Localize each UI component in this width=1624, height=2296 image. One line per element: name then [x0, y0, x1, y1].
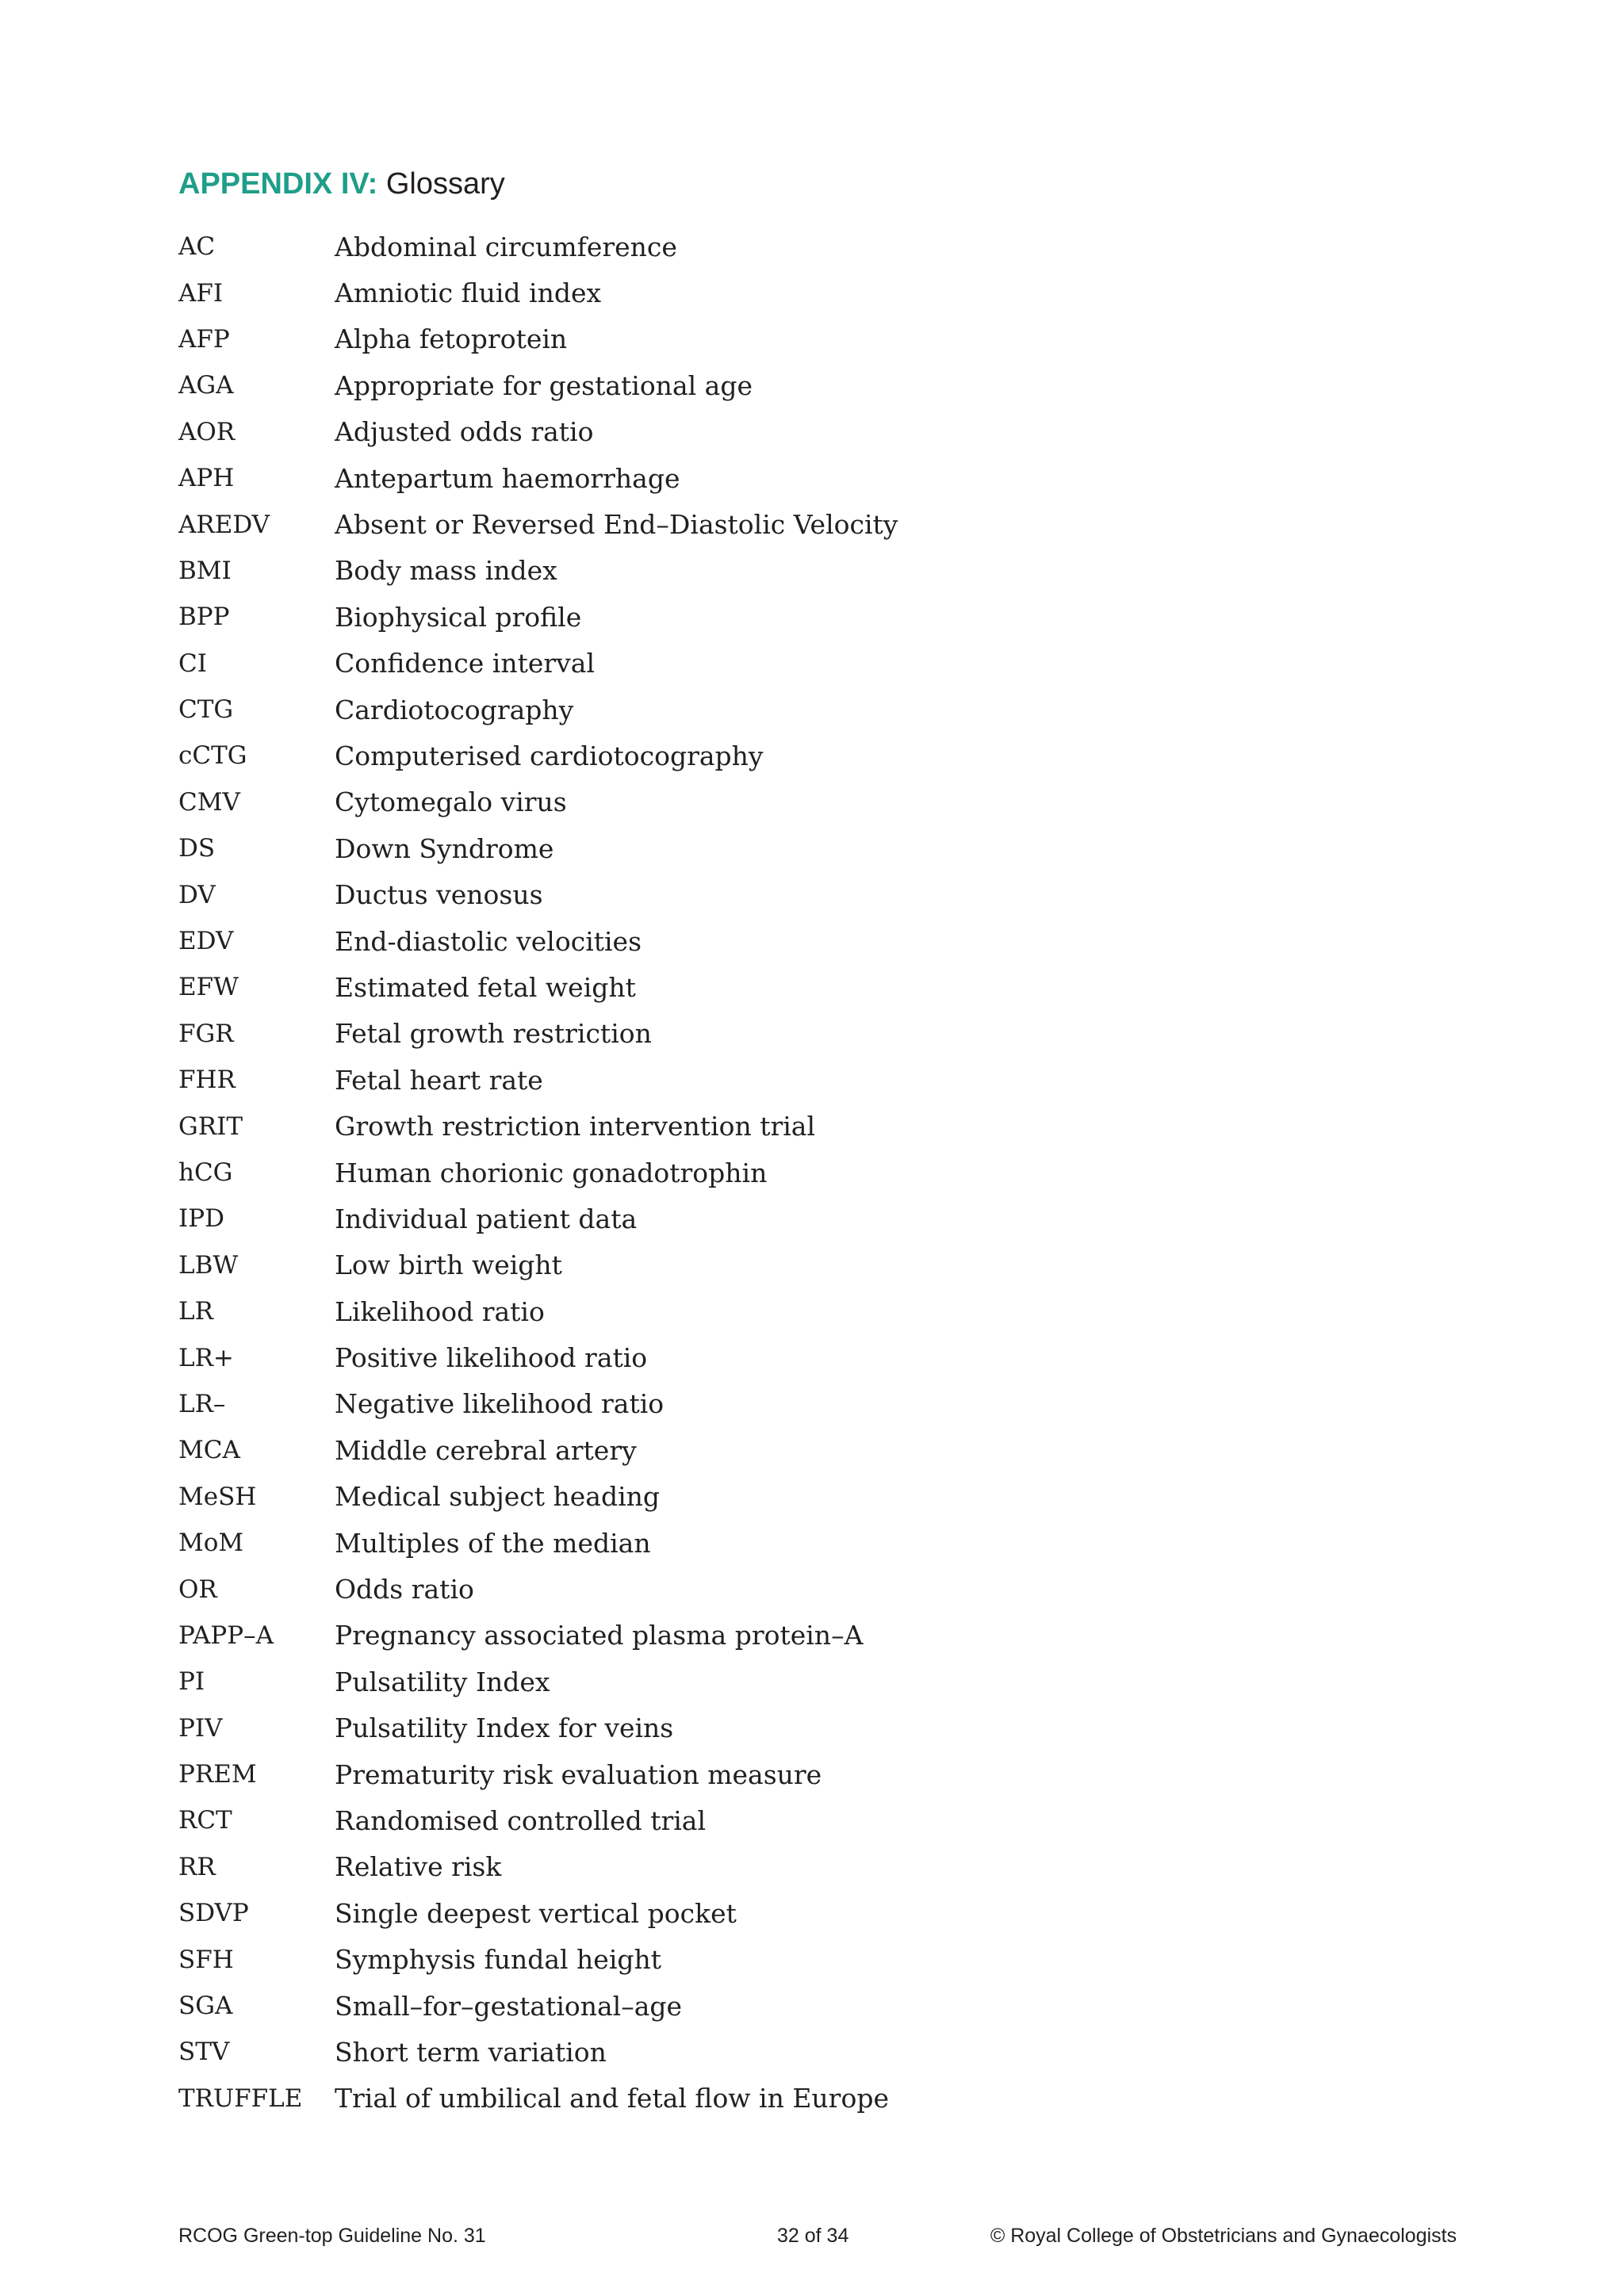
glossary-row [178, 1103, 898, 1149]
glossary-term: hCG [178, 1158, 233, 1187]
glossary-definition: Growth restriction intervention trial [335, 1111, 816, 1142]
glossary-definition: Pregnancy associated plasma protein–A [335, 1620, 864, 1651]
glossary-term: LR+ [178, 1343, 234, 1372]
glossary-definition: Small–for–gestational–age [335, 1990, 683, 2022]
glossary-row [178, 1520, 898, 1566]
glossary-term: STV [178, 2038, 230, 2067]
glossary-row [178, 1566, 898, 1612]
glossary-definition: Randomised controlled trial [335, 1804, 707, 1836]
glossary-row [178, 2029, 898, 2075]
glossary-heading: Glossary [385, 167, 505, 201]
page-title [178, 164, 505, 204]
glossary-definition: Confidence interval [335, 648, 596, 679]
glossary-row [178, 871, 898, 917]
glossary-row [178, 1242, 898, 1288]
glossary-row [178, 687, 898, 733]
copyright-notice: © Royal College of Obstetricians and Gynaecologists [990, 2225, 1457, 2247]
glossary-row [178, 409, 898, 455]
glossary-row [178, 1011, 898, 1057]
glossary-definition: Positive likelihood ratio [335, 1342, 648, 1374]
glossary-definition: Alpha fetoprotein [335, 323, 568, 355]
glossary-row [178, 1890, 898, 1936]
glossary-definition: Medical subject heading [335, 1481, 661, 1513]
glossary-definition: Relative risk [335, 1851, 502, 1883]
glossary-row [178, 2076, 898, 2122]
glossary-term: LR– [178, 1389, 226, 1418]
glossary-row [178, 1057, 898, 1103]
glossary-term: BMI [178, 556, 232, 585]
page-footer [0, 2225, 1624, 2256]
glossary-row [178, 224, 898, 270]
glossary-row [178, 501, 898, 547]
glossary-term: AC [178, 232, 216, 262]
glossary-row [178, 455, 898, 501]
glossary-definition: Human chorionic gonadotrophin [335, 1157, 768, 1188]
glossary-row [178, 1705, 898, 1751]
glossary-row [178, 964, 898, 1010]
glossary-row [178, 362, 898, 408]
glossary-term: FGR [178, 1019, 234, 1048]
glossary-term: PIV [178, 1713, 223, 1743]
glossary-row [178, 918, 898, 964]
glossary-definition: Prematurity risk evaluation measure [335, 1758, 822, 1790]
page-number: 32 of 34 [777, 2225, 849, 2247]
glossary-term: RR [178, 1852, 216, 1881]
glossary-row [178, 1381, 898, 1427]
glossary-term: IPD [178, 1204, 224, 1234]
glossary-term: PREM [178, 1760, 257, 1789]
glossary-term: TRUFFLE [178, 2084, 303, 2113]
glossary-definition: Individual patient data [335, 1203, 638, 1234]
glossary-term: CI [178, 649, 207, 678]
glossary-row [178, 733, 898, 779]
glossary-definition: Body mass index [335, 555, 557, 587]
glossary-row [178, 316, 898, 362]
glossary-definition: Down Syndrome [335, 832, 554, 864]
glossary-definition: Trial of umbilical and fetal flow in Europe [335, 2083, 889, 2114]
glossary-definition: Odds ratio [335, 1574, 474, 1605]
glossary-definition: Antepartum haemorrhage [335, 462, 680, 494]
glossary-term: GRIT [178, 1112, 243, 1141]
glossary-term: RCT [178, 1806, 232, 1835]
glossary-definition: Multiples of the median [335, 1527, 651, 1559]
glossary-term: DS [178, 834, 216, 863]
glossary-row [178, 594, 898, 640]
glossary-definition: Ductus venosus [335, 879, 543, 911]
guideline-reference: RCOG Green-top Guideline No. 31 [178, 2225, 486, 2247]
glossary-row [178, 1613, 898, 1659]
glossary-term: AREDV [178, 510, 270, 539]
glossary-term: PAPP–A [178, 1621, 274, 1650]
glossary-list [178, 224, 898, 2122]
glossary-term: APH [178, 464, 235, 493]
glossary-definition: Amniotic fluid index [335, 277, 602, 309]
glossary-row [178, 1196, 898, 1242]
glossary-definition: Pulsatility Index [335, 1666, 550, 1697]
glossary-definition: Fetal growth restriction [335, 1018, 652, 1050]
glossary-row [178, 1751, 898, 1797]
glossary-row [178, 1844, 898, 1890]
glossary-term: CMV [178, 787, 240, 817]
glossary-term: CTG [178, 695, 234, 725]
glossary-term: MoM [178, 1529, 244, 1558]
glossary-definition: Short term variation [335, 2036, 607, 2068]
glossary-term: PI [178, 1667, 205, 1697]
glossary-row [178, 1474, 898, 1520]
glossary-term: AGA [178, 371, 234, 400]
glossary-row [178, 779, 898, 825]
glossary-row [178, 1797, 898, 1843]
glossary-definition: End-diastolic velocities [335, 925, 642, 957]
glossary-definition: Middle cerebral artery [335, 1434, 637, 1466]
glossary-row [178, 548, 898, 594]
glossary-definition: Symphysis fundal height [335, 1944, 662, 1976]
glossary-definition: Computerised cardiotocography [335, 740, 764, 771]
glossary-definition: Single deepest vertical pocket [335, 1897, 737, 1929]
glossary-definition: Absent or Reversed End–Diastolic Velocity [335, 509, 898, 541]
glossary-definition: Estimated fetal weight [335, 971, 636, 1003]
glossary-row [178, 641, 898, 687]
glossary-row [178, 1288, 898, 1334]
glossary-term: DV [178, 880, 216, 909]
glossary-term: EDV [178, 927, 234, 956]
glossary-definition: Fetal heart rate [335, 1064, 543, 1096]
glossary-term: OR [178, 1575, 217, 1604]
glossary-term: AFP [178, 324, 230, 354]
glossary-definition: Low birth weight [335, 1249, 562, 1281]
glossary-definition: Pulsatility Index for veins [335, 1712, 674, 1744]
glossary-row [178, 1936, 898, 1982]
glossary-term: LBW [178, 1250, 239, 1280]
glossary-term: LR [178, 1297, 213, 1326]
glossary-term: SFH [178, 1945, 234, 1974]
glossary-term: EFW [178, 973, 239, 1002]
glossary-definition: Cytomegalo virus [335, 786, 567, 818]
appendix-label: APPENDIX IV: [178, 167, 378, 201]
glossary-definition: Abdominal circumference [335, 231, 677, 262]
glossary-row [178, 825, 898, 871]
glossary-row [178, 1659, 898, 1705]
glossary-definition: Cardiotocography [335, 694, 574, 725]
glossary-row [178, 1983, 898, 2029]
glossary-term: SGA [178, 1992, 233, 2021]
glossary-term: AOR [178, 417, 236, 446]
glossary-row [178, 270, 898, 316]
glossary-term: SDVP [178, 1899, 249, 1928]
glossary-term: MCA [178, 1436, 240, 1465]
glossary-definition: Biophysical profile [335, 601, 582, 633]
glossary-row [178, 1334, 898, 1380]
glossary-term: cCTG [178, 741, 247, 771]
glossary-definition: Appropriate for gestational age [335, 369, 753, 401]
glossary-definition: Adjusted odds ratio [335, 416, 594, 448]
glossary-row [178, 1427, 898, 1473]
glossary-definition: Negative likelihood ratio [335, 1388, 665, 1420]
glossary-row [178, 1150, 898, 1196]
glossary-term: BPP [178, 603, 230, 632]
glossary-term: FHR [178, 1066, 236, 1095]
glossary-definition: Likelihood ratio [335, 1295, 545, 1327]
glossary-term: AFI [178, 278, 224, 308]
glossary-term: MeSH [178, 1482, 257, 1511]
